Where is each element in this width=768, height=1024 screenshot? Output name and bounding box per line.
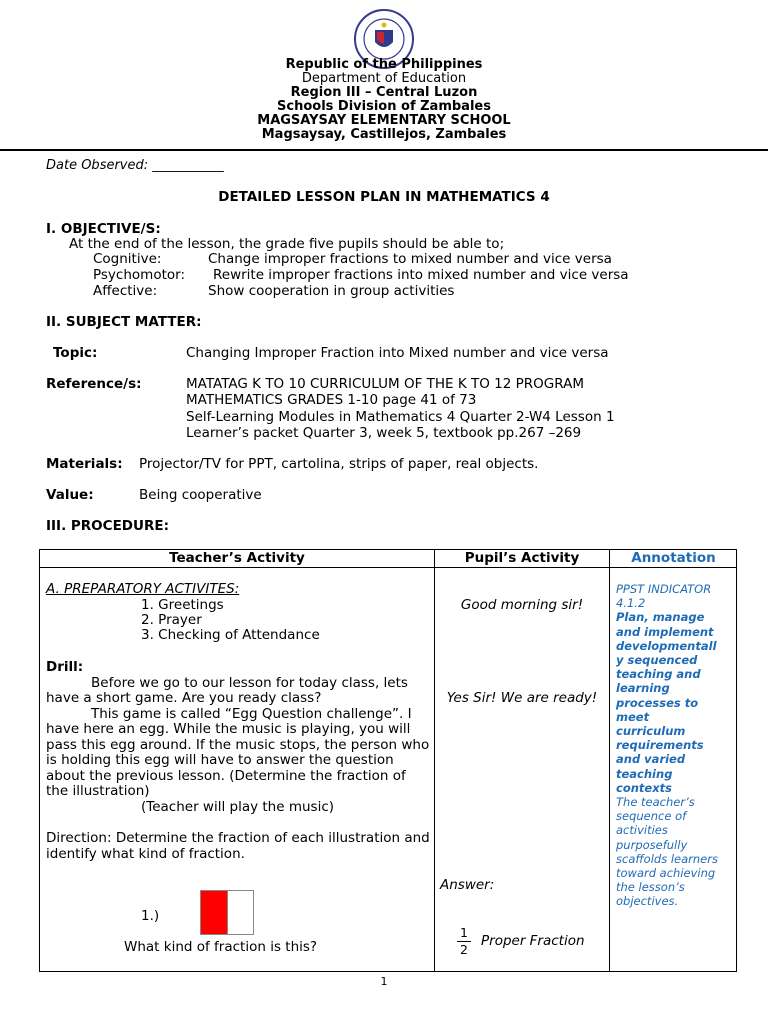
annotation-bold-10: requirements (616, 738, 704, 753)
prep-item-prayer: 2. Prayer (141, 612, 202, 628)
shaded-part (201, 891, 228, 934)
drill-line-8: the illustration) (46, 783, 150, 799)
date-observed: Date Observed: ___________ (46, 158, 224, 173)
objective-text-psychomotor: Rewrite improper fractions into mixed number and vice versa (213, 267, 629, 283)
drill-line-3: This game is called “Egg Question challenge”. I (91, 706, 412, 722)
reference-line-4: Learner’s packet Quarter 3, week 5, textbook pp.267 –269 (186, 425, 582, 441)
annotation-italic-3: activities (616, 823, 668, 838)
drill-line-2: have a short game. Are you ready class? (46, 690, 322, 706)
annotation-italic-5: scaffolds learners (616, 851, 718, 866)
reference-line-1: MATATAG K TO 10 CURRICULUM OF THE K TO 12 PROGRAM (186, 376, 584, 392)
topic-text: Changing Improper Fraction into Mixed number and vice versa (186, 345, 609, 361)
header-line-3: Region III – Central Luzon (290, 85, 478, 100)
fraction-illustration (200, 890, 254, 935)
annotation-italic-2: sequence of (616, 809, 687, 824)
ppst-indicator: PPST INDICATOR 4.1.2 (616, 582, 712, 611)
preparatory-heading: A. PREPARATORY ACTIVITES: (46, 581, 240, 597)
fraction-question: What kind of fraction is this? (124, 939, 318, 955)
annotation-bold-13: contexts (616, 780, 672, 795)
pupil-ready: Yes Sir! We are ready! (446, 690, 598, 706)
column-header-pupil: Pupil’s Activity (464, 550, 580, 566)
fraction-numerator: 1 (460, 925, 468, 940)
reference-line-2: MATHEMATICS GRADES 1-10 page 41 of 73 (186, 392, 477, 408)
objective-label-affective: Affective: (93, 283, 158, 299)
drill-line-4: have here an egg. While the music is playing, you will (46, 721, 411, 737)
item-number: 1.) (141, 908, 160, 924)
header-line-2: Department of Education (301, 71, 467, 86)
prep-item-greetings: 1. Greetings (141, 597, 224, 613)
reference-line-3: Self-Learning Modules in Mathematics 4 Quarter 2-W4 Lesson 1 (186, 409, 615, 425)
subject-matter-heading: II. SUBJECT MATTER: (46, 314, 202, 330)
value-text: Being cooperative (139, 487, 262, 503)
reference-label: Reference/s: (46, 376, 142, 392)
objectives-intro: At the end of the lesson, the grade five pupils should be able to; (69, 236, 505, 252)
materials-text: Projector/TV for PPT, cartolina, strips of paper, real objects. (139, 456, 539, 472)
objective-label-cognitive: Cognitive: (93, 251, 162, 267)
drill-line-9: (Teacher will play the music) (141, 799, 335, 815)
table-divider-2 (609, 550, 610, 971)
drill-heading: Drill: (46, 659, 84, 675)
objective-text-affective: Show cooperation in group activities (208, 283, 455, 299)
objective-label-psychomotor: Psychomotor: (93, 267, 185, 283)
annotation-bold-9: curriculum (616, 724, 686, 739)
annotation-bold-4: y sequenced (616, 653, 698, 668)
drill-line-5: pass this egg around. If the music stops, the person who (46, 737, 430, 753)
objective-text-cognitive: Change improper fractions to mixed number and vice versa (208, 251, 612, 267)
header-line-6: Magsaysay, Castillejos, Zambales (261, 127, 507, 142)
answer-label: Answer: (440, 877, 495, 893)
objectives-heading: I. OBJECTIVE/S: (46, 221, 161, 237)
direction-line-2: identify what kind of fraction. (46, 846, 245, 862)
annotation-bold-7: processes to (616, 695, 699, 710)
unshaded-part (228, 891, 254, 934)
drill-line-7: about the previous lesson. (Determine the fraction of (46, 768, 406, 784)
answer-text: Proper Fraction (481, 933, 585, 949)
table-header-rule (40, 567, 736, 568)
header-line-1: Republic of the Philippines (285, 57, 483, 72)
annotation-bold-1: Plan, manage (616, 610, 705, 625)
annotation-bold-5: teaching and (616, 667, 701, 682)
fraction-denominator: 2 (460, 942, 468, 957)
fraction-one-half (457, 926, 471, 957)
annotation-italic-4: purposefully (616, 837, 688, 852)
value-label: Value: (46, 487, 94, 503)
annotation-bold-6: learning (616, 681, 670, 696)
annotation-italic-7: the lesson’s (616, 880, 685, 895)
annotation-bold-12: teaching (616, 766, 673, 781)
annotation-bold-11: and varied (616, 752, 686, 767)
annotation-italic-6: toward achieving (616, 866, 716, 881)
pupil-greeting: Good morning sir! (460, 597, 584, 613)
annotation-bold-8: meet (616, 709, 650, 724)
page-number: 1 (380, 975, 388, 988)
procedure-heading: III. PROCEDURE: (46, 518, 169, 534)
materials-label: Materials: (46, 456, 123, 472)
drill-line-1: Before we go to our lesson for today class, lets (91, 675, 408, 691)
direction-line-1: Direction: Determine the fraction of each illustration and (46, 830, 430, 846)
header-divider (0, 149, 768, 151)
annotation-bold-3: developmentall (616, 638, 717, 653)
topic-label: Topic: (53, 345, 98, 361)
column-header-teacher: Teacher’s Activity (169, 550, 305, 566)
header-line-5: MAGSAYSAY ELEMENTARY SCHOOL (257, 113, 511, 128)
annotation-block (616, 582, 734, 909)
procedure-table (39, 549, 737, 972)
header-line-4: Schools Division of Zambales (277, 99, 491, 114)
annotation-italic-1: The teacher’s (616, 795, 695, 810)
annotation-italic-8: objectives. (616, 894, 679, 909)
annotation-bold-2: and implement (616, 624, 714, 639)
lesson-title: DETAILED LESSON PLAN IN MATHEMATICS 4 (218, 189, 550, 205)
drill-line-6: is holding this egg will have to answer the question (46, 752, 394, 768)
column-header-annotation: Annotation (631, 550, 716, 566)
prep-item-attendance: 3. Checking of Attendance (141, 627, 320, 643)
